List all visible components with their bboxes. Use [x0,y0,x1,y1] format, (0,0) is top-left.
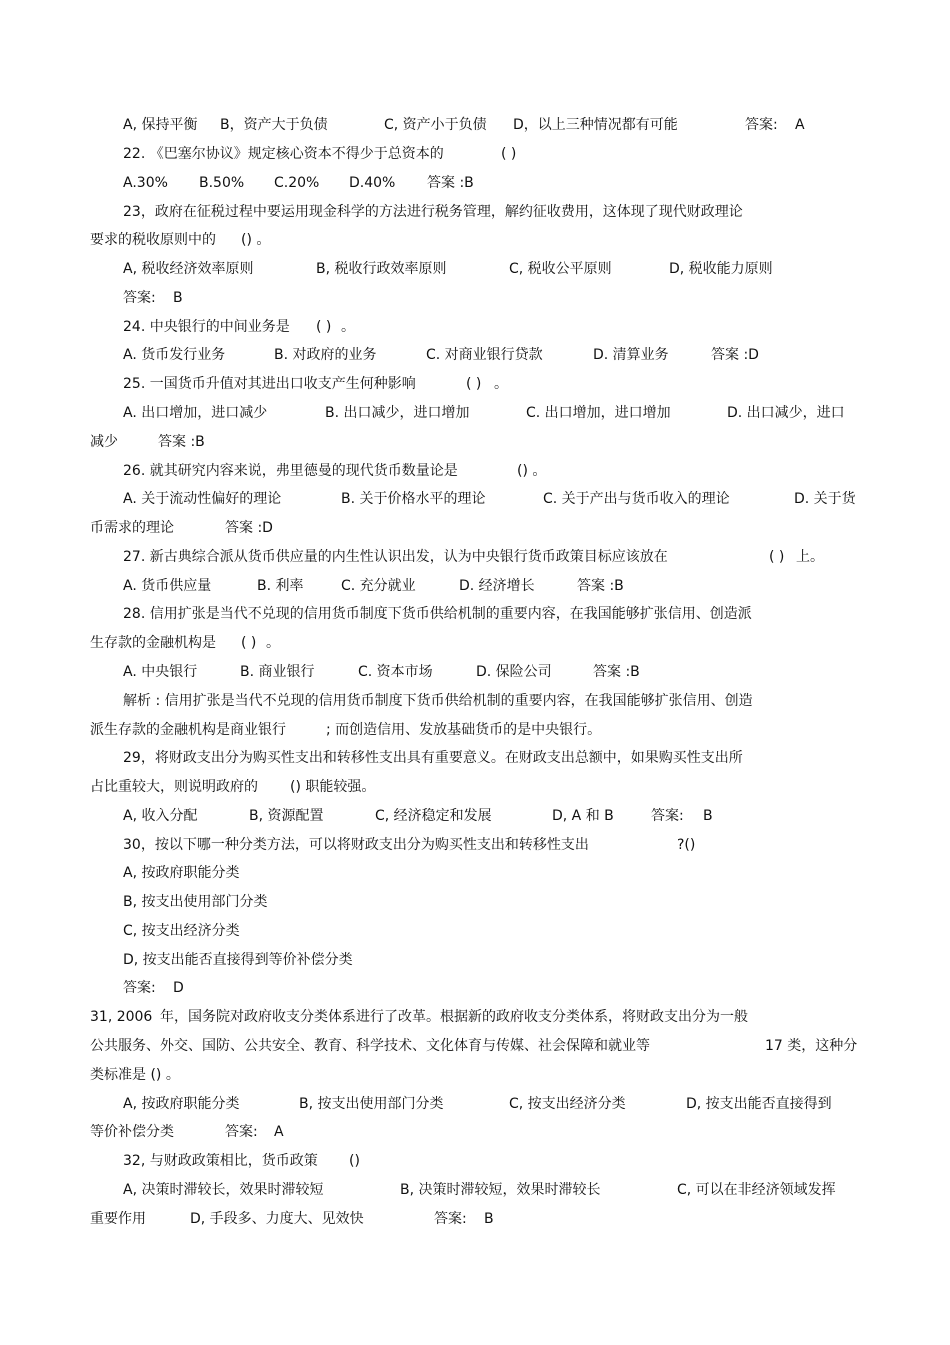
text-segment: 答案 :D [225,520,273,536]
text-segment: 32, 与财政政策相比，货币政策 [123,1153,318,1169]
text-segment: ( ) [769,549,785,565]
text-segment: B [703,808,713,824]
text-segment: B [484,1211,494,1227]
text-line [0,202,950,222]
text-segment: D. 清算业务 [593,347,669,363]
text-segment: 28. 信用扩张是当代不兑现的信用货币制度下货币供给机制的重要内容，在我国能够扩张信用、创造派 [123,606,752,622]
text-line [0,115,950,135]
text-segment: D.40% [349,175,396,191]
text-segment: C, 资产小于负债 [384,117,487,133]
text-segment: 减少 [90,434,118,450]
text-line [0,863,950,883]
text-segment: 答案 :B [593,664,640,680]
text-segment: 29，将财政支出分为购买性支出和转移性支出具有重要意义。在财政支出总额中，如果购买性支出所 [123,750,743,766]
text-segment: C. 资本市场 [358,664,433,680]
text-segment: 答案: [651,808,684,824]
text-segment: A. 中央银行 [123,664,198,680]
text-segment: 重要作用 [90,1211,146,1227]
text-line [0,403,950,423]
text-line [0,345,950,365]
text-segment: A, 收入分配 [123,808,198,824]
text-segment: ; 而创造信用、发放基础货币的是中央银行。 [326,722,602,738]
text-line [0,921,950,941]
text-segment: ( ) [316,319,332,335]
text-segment: D, A 和 B [552,808,614,824]
text-line [0,748,950,768]
text-segment: B. 关于价格水平的理论 [341,491,486,507]
text-segment: A, 按政府职能分类 [123,1096,240,1112]
text-segment: 答案: [745,117,778,133]
text-line [0,892,950,912]
text-segment: () 。 [241,232,271,248]
text-segment: C, 可以在非经济领域发挥 [677,1182,836,1198]
text-segment: B. 商业银行 [240,664,315,680]
text-segment: () 。 [517,463,547,479]
text-segment: 答案 :B [427,175,474,191]
text-line [0,1122,950,1142]
text-segment: D，以上三种情况都有可能 [513,117,678,133]
text-line [0,374,950,394]
text-segment: 派生存款的金融机构是商业银行 [90,722,286,738]
text-line [0,144,950,164]
text-segment: 生存款的金融机构是 [90,635,216,651]
text-segment: D. 关于货 [794,491,856,507]
text-line [0,604,950,624]
text-segment: D, 按支出能否直接得到等价补偿分类 [123,952,353,968]
text-line [0,317,950,337]
text-segment: C. 关于产出与货币收入的理论 [543,491,730,507]
text-line [0,1036,950,1056]
text-segment: B.50% [199,175,245,191]
text-segment: 答案: [434,1211,467,1227]
text-line [0,1065,950,1085]
text-segment: B. 出口减少，进口增加 [325,405,470,421]
text-segment: 占比重较大，则说明政府的 [90,779,258,795]
text-segment: C.20% [274,175,320,191]
text-line [0,461,950,481]
text-segment: B, 决策时滞较短，效果时滞较长 [400,1182,601,1198]
text-segment: 31, 2006 [90,1009,153,1025]
text-segment: 答案 :B [577,578,624,594]
text-segment: B, 税收行政效率原则 [316,261,447,277]
text-segment: C, 税收公平原则 [509,261,612,277]
text-segment: 25. 一国货币升值对其进出口收支产生何种影响 [123,376,416,392]
text-segment: ( ) [241,635,257,651]
text-line [0,950,950,970]
text-segment: D. 保险公司 [476,664,552,680]
text-segment: 17 类，这种分 [765,1038,858,1054]
text-segment: C. 出口增加，进口增加 [526,405,671,421]
text-segment: 年，国务院对政府收支分类体系进行了改革。根据新的政府收支分类体系，将财政支出分为一般 [160,1009,748,1025]
text-segment: A, 按政府职能分类 [123,865,240,881]
text-segment: B, 按支出使用部门分类 [123,894,268,910]
text-segment: C, 按支出经济分类 [509,1096,626,1112]
text-segment: D. 经济增长 [459,578,535,594]
text-line [0,1151,950,1171]
text-segment: A [274,1124,284,1140]
text-segment: D. 出口减少，进口 [727,405,845,421]
text-segment: 公共服务、外交、国防、公共安全、教育、科学技术、文化体育与传媒、社会保障和就业等 [90,1038,650,1054]
text-segment: 要求的税收原则中的 [90,232,216,248]
text-line [0,633,950,653]
text-segment: B. 利率 [257,578,304,594]
text-segment: A, 保持平衡 [123,117,198,133]
text-line [0,662,950,682]
text-line [0,806,950,826]
text-segment: C, 按支出经济分类 [123,923,240,939]
text-segment: ( ) [466,376,482,392]
text-segment: A.30% [123,175,168,191]
text-segment: B，资产大于负债 [220,117,328,133]
text-segment: D [173,980,184,996]
text-line [0,576,950,596]
text-segment: A, 决策时滞较长，效果时滞较短 [123,1182,324,1198]
text-line [0,978,950,998]
text-line [0,518,950,538]
text-line [0,432,950,452]
text-segment: 27. 新古典综合派从货币供应量的内生性认识出发，认为中央银行货币政策目标应该放在 [123,549,668,565]
text-line [0,835,950,855]
text-line [0,489,950,509]
text-segment: 类标准是 () 。 [90,1067,180,1083]
text-segment: ?() [677,837,696,853]
text-segment: 解析 : 信用扩张是当代不兑现的信用货币制度下货币供给机制的重要内容，在我国能够扩张信用、创造 [123,693,753,709]
text-line [0,547,950,567]
text-line [0,720,950,740]
text-segment: B, 按支出使用部门分类 [299,1096,444,1112]
text-segment: 。 [494,376,508,392]
text-segment: 26. 就其研究内容来说，弗里德曼的现代货币数量论是 [123,463,458,479]
text-segment: 30，按以下哪一种分类方法，可以将财政支出分为购买性支出和转移性支出 [123,837,589,853]
text-segment: 答案 :D [711,347,759,363]
text-segment: B. 对政府的业务 [274,347,377,363]
text-segment: 答案: [123,980,156,996]
text-segment: 答案 :B [158,434,205,450]
text-segment: A. 货币发行业务 [123,347,226,363]
text-segment: D, 按支出能否直接得到 [686,1096,832,1112]
text-line [0,777,950,797]
text-line [0,691,950,711]
text-line [0,1209,950,1229]
text-segment: 。 [341,319,355,335]
text-segment: () [349,1153,360,1169]
text-segment: A [795,117,805,133]
text-segment: A, 税收经济效率原则 [123,261,254,277]
text-segment: B [173,290,183,306]
text-line [0,1094,950,1114]
text-segment: D, 手段多、力度大、见效快 [190,1211,364,1227]
text-segment: A. 关于流动性偏好的理论 [123,491,282,507]
text-segment: 答案: [123,290,156,306]
text-line [0,1007,950,1027]
text-segment: 23，政府在征税过程中要运用现金科学的方法进行税务管理，解约征收费用，这体现了现代财政理论 [123,204,743,220]
text-segment: A. 货币供应量 [123,578,212,594]
text-segment: 22. 《巴塞尔协议》规定核心资本不得少于总资本的 [123,146,444,162]
text-segment: 24. 中央银行的中间业务是 [123,319,290,335]
text-line [0,1180,950,1200]
text-line [0,230,950,250]
text-segment: A. 出口增加，进口减少 [123,405,268,421]
text-segment: ( ) [501,146,517,162]
text-segment: 答案: [225,1124,258,1140]
text-segment: 币需求的理论 [90,520,174,536]
text-segment: C. 充分就业 [341,578,416,594]
text-segment: D, 税收能力原则 [669,261,773,277]
text-line [0,173,950,193]
text-segment: () 职能较强。 [290,779,376,795]
text-segment: B, 资源配置 [249,808,324,824]
text-segment: 。 [266,635,280,651]
text-segment: 等价补偿分类 [90,1124,174,1140]
text-segment: C. 对商业银行贷款 [426,347,543,363]
text-segment: 上。 [796,549,824,565]
text-segment: C, 经济稳定和发展 [375,808,492,824]
text-line [0,259,950,279]
text-line [0,288,950,308]
